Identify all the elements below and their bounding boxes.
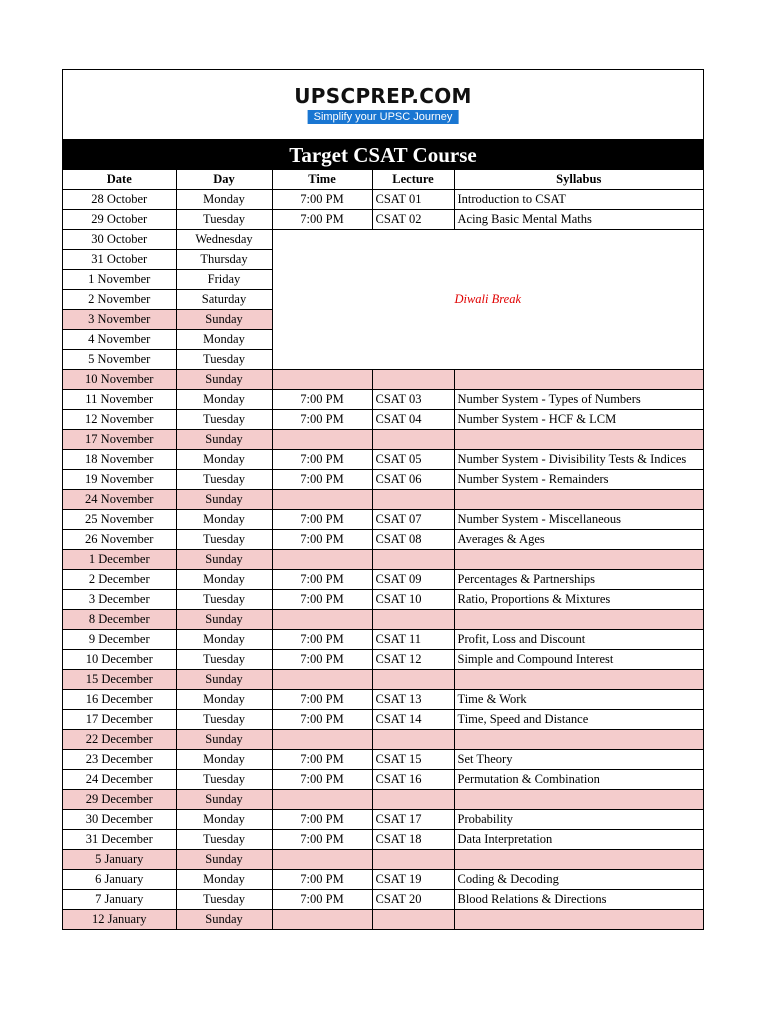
cell-date: 12 January	[63, 910, 176, 930]
cell-lecture: CSAT 16	[372, 770, 454, 790]
table-row	[63, 810, 703, 830]
cell-time: 7:00 PM	[272, 510, 372, 530]
cell-time	[272, 910, 372, 930]
cell-syllabus	[454, 610, 703, 630]
cell-date: 24 November	[63, 490, 176, 510]
cell-day: Monday	[176, 330, 272, 350]
cell-time: 7:00 PM	[272, 570, 372, 590]
cell-day: Monday	[176, 390, 272, 410]
cell-syllabus: Time & Work	[454, 690, 703, 710]
cell-date: 8 December	[63, 610, 176, 630]
cell-syllabus	[454, 910, 703, 930]
cell-day: Sunday	[176, 430, 272, 450]
cell-time: 7:00 PM	[272, 710, 372, 730]
cell-syllabus	[454, 490, 703, 510]
cell-time: 7:00 PM	[272, 810, 372, 830]
cell-lecture: CSAT 11	[372, 630, 454, 650]
cell-syllabus	[454, 850, 703, 870]
table-row	[63, 630, 703, 650]
table-row	[63, 510, 703, 530]
cell-day: Monday	[176, 810, 272, 830]
cell-date: 3 December	[63, 590, 176, 610]
cell-syllabus: Number System - Divisibility Tests & Indices	[454, 450, 703, 470]
cell-date: 18 November	[63, 450, 176, 470]
cell-date: 26 November	[63, 530, 176, 550]
schedule-sheet	[62, 69, 704, 930]
cell-lecture	[372, 850, 454, 870]
cell-lecture	[372, 730, 454, 750]
table-row	[63, 730, 703, 750]
cell-day: Tuesday	[176, 830, 272, 850]
cell-lecture: CSAT 06	[372, 470, 454, 490]
brand-header	[63, 70, 703, 140]
cell-date: 12 November	[63, 410, 176, 430]
cell-day: Sunday	[176, 910, 272, 930]
cell-time: 7:00 PM	[272, 590, 372, 610]
cell-syllabus: Probability	[454, 810, 703, 830]
cell-lecture	[372, 490, 454, 510]
cell-day: Tuesday	[176, 470, 272, 490]
cell-date: 16 December	[63, 690, 176, 710]
cell-syllabus	[454, 730, 703, 750]
table-row	[63, 570, 703, 590]
cell-lecture: CSAT 07	[372, 510, 454, 530]
cell-syllabus: Profit, Loss and Discount	[454, 630, 703, 650]
cell-syllabus: Permutation & Combination	[454, 770, 703, 790]
cell-date: 29 October	[63, 210, 176, 230]
cell-syllabus: Introduction to CSAT	[454, 190, 703, 210]
cell-syllabus: Number System - Types of Numbers	[454, 390, 703, 410]
cell-date: 11 November	[63, 390, 176, 410]
schedule-rows	[63, 190, 703, 930]
cell-date: 7 January	[63, 890, 176, 910]
cell-lecture: CSAT 04	[372, 410, 454, 430]
cell-day: Sunday	[176, 850, 272, 870]
cell-time: 7:00 PM	[272, 410, 372, 430]
table-row	[63, 910, 703, 930]
cell-day: Sunday	[176, 790, 272, 810]
cell-lecture	[372, 430, 454, 450]
table-row	[63, 190, 703, 210]
table-row	[63, 650, 703, 670]
cell-day: Tuesday	[176, 350, 272, 370]
cell-lecture: CSAT 01	[372, 190, 454, 210]
cell-date: 2 November	[63, 290, 176, 310]
cell-day: Friday	[176, 270, 272, 290]
cell-time: 7:00 PM	[272, 770, 372, 790]
cell-time	[272, 550, 372, 570]
cell-date: 10 December	[63, 650, 176, 670]
table-row	[63, 670, 703, 690]
cell-date: 10 November	[63, 370, 176, 390]
table-row	[63, 370, 703, 390]
cell-syllabus: Number System - Remainders	[454, 470, 703, 490]
cell-day: Tuesday	[176, 770, 272, 790]
cell-day: Tuesday	[176, 530, 272, 550]
table-row	[63, 530, 703, 550]
cell-date: 1 December	[63, 550, 176, 570]
cell-day: Saturday	[176, 290, 272, 310]
cell-date: 31 December	[63, 830, 176, 850]
cell-lecture: CSAT 12	[372, 650, 454, 670]
cell-day: Monday	[176, 870, 272, 890]
cell-lecture: CSAT 17	[372, 810, 454, 830]
cell-day: Tuesday	[176, 590, 272, 610]
cell-day: Sunday	[176, 370, 272, 390]
cell-date: 5 November	[63, 350, 176, 370]
cell-day: Sunday	[176, 550, 272, 570]
cell-time	[272, 430, 372, 450]
cell-lecture: CSAT 08	[372, 530, 454, 550]
cell-day: Sunday	[176, 730, 272, 750]
column-header-time: Time	[272, 170, 372, 190]
cell-time	[272, 730, 372, 750]
cell-syllabus	[454, 430, 703, 450]
cell-day: Sunday	[176, 310, 272, 330]
cell-date: 23 December	[63, 750, 176, 770]
cell-time: 7:00 PM	[272, 190, 372, 210]
table-row	[63, 770, 703, 790]
cell-lecture: CSAT 03	[372, 390, 454, 410]
cell-time	[272, 370, 372, 390]
cell-day: Tuesday	[176, 410, 272, 430]
cell-syllabus: Coding & Decoding	[454, 870, 703, 890]
table-row	[63, 410, 703, 430]
site-logo[interactable]: UPSCPREP.COM	[294, 84, 472, 108]
cell-syllabus: Percentages & Partnerships	[454, 570, 703, 590]
table-header-row	[63, 170, 703, 190]
cell-lecture: CSAT 05	[372, 450, 454, 470]
cell-day: Sunday	[176, 610, 272, 630]
cell-lecture: CSAT 18	[372, 830, 454, 850]
cell-lecture: CSAT 09	[372, 570, 454, 590]
cell-date: 25 November	[63, 510, 176, 530]
table-row	[63, 490, 703, 510]
cell-syllabus	[454, 550, 703, 570]
cell-day: Monday	[176, 570, 272, 590]
table-row	[63, 610, 703, 630]
cell-time: 7:00 PM	[272, 390, 372, 410]
cell-date: 22 December	[63, 730, 176, 750]
cell-date: 31 October	[63, 250, 176, 270]
cell-lecture: CSAT 02	[372, 210, 454, 230]
cell-day: Sunday	[176, 670, 272, 690]
diwali-break-cell: Diwali Break	[272, 230, 703, 370]
cell-time: 7:00 PM	[272, 470, 372, 490]
cell-day: Wednesday	[176, 230, 272, 250]
cell-date: 3 November	[63, 310, 176, 330]
cell-date: 17 November	[63, 430, 176, 450]
cell-date: 30 December	[63, 810, 176, 830]
cell-lecture	[372, 550, 454, 570]
cell-day: Monday	[176, 190, 272, 210]
cell-time: 7:00 PM	[272, 690, 372, 710]
cell-syllabus	[454, 370, 703, 390]
cell-date: 6 January	[63, 870, 176, 890]
table-row	[63, 210, 703, 230]
table-row	[63, 830, 703, 850]
cell-date: 15 December	[63, 670, 176, 690]
cell-day: Tuesday	[176, 710, 272, 730]
cell-syllabus: Simple and Compound Interest	[454, 650, 703, 670]
cell-syllabus: Number System - Miscellaneous	[454, 510, 703, 530]
cell-time	[272, 490, 372, 510]
table-row	[63, 850, 703, 870]
cell-time: 7:00 PM	[272, 210, 372, 230]
cell-date: 30 October	[63, 230, 176, 250]
cell-time: 7:00 PM	[272, 630, 372, 650]
cell-syllabus: Blood Relations & Directions	[454, 890, 703, 910]
cell-time: 7:00 PM	[272, 750, 372, 770]
cell-time: 7:00 PM	[272, 530, 372, 550]
cell-lecture: CSAT 15	[372, 750, 454, 770]
cell-lecture	[372, 370, 454, 390]
column-header-day: Day	[176, 170, 272, 190]
cell-time: 7:00 PM	[272, 870, 372, 890]
cell-lecture: CSAT 14	[372, 710, 454, 730]
cell-date: 29 December	[63, 790, 176, 810]
cell-date: 4 November	[63, 330, 176, 350]
cell-syllabus: Number System - HCF & LCM	[454, 410, 703, 430]
cell-syllabus: Acing Basic Mental Maths	[454, 210, 703, 230]
cell-lecture: CSAT 13	[372, 690, 454, 710]
table-row	[63, 710, 703, 730]
cell-date: 28 October	[63, 190, 176, 210]
cell-day: Monday	[176, 630, 272, 650]
cell-date: 5 January	[63, 850, 176, 870]
cell-day: Tuesday	[176, 650, 272, 670]
cell-time	[272, 610, 372, 630]
cell-lecture	[372, 790, 454, 810]
table-row	[63, 430, 703, 450]
column-header-date: Date	[63, 170, 176, 190]
cell-syllabus: Averages & Ages	[454, 530, 703, 550]
cell-syllabus	[454, 790, 703, 810]
table-row	[63, 550, 703, 570]
site-tagline: Simplify your UPSC Journey	[308, 110, 459, 124]
cell-date: 19 November	[63, 470, 176, 490]
table-row	[63, 590, 703, 610]
page-title: Target CSAT Course	[63, 140, 703, 170]
cell-day: Thursday	[176, 250, 272, 270]
table-row	[63, 750, 703, 770]
cell-day: Monday	[176, 510, 272, 530]
cell-syllabus: Ratio, Proportions & Mixtures	[454, 590, 703, 610]
cell-lecture: CSAT 19	[372, 870, 454, 890]
cell-syllabus: Time, Speed and Distance	[454, 710, 703, 730]
cell-day: Monday	[176, 690, 272, 710]
schedule-table	[63, 170, 703, 929]
table-row	[63, 450, 703, 470]
cell-day: Tuesday	[176, 890, 272, 910]
cell-lecture	[372, 670, 454, 690]
table-row	[63, 230, 703, 250]
cell-date: 24 December	[63, 770, 176, 790]
table-row	[63, 890, 703, 910]
cell-time	[272, 850, 372, 870]
table-row	[63, 870, 703, 890]
table-row	[63, 470, 703, 490]
cell-time: 7:00 PM	[272, 450, 372, 470]
cell-syllabus: Data Interpretation	[454, 830, 703, 850]
cell-date: 17 December	[63, 710, 176, 730]
cell-syllabus: Set Theory	[454, 750, 703, 770]
table-row	[63, 390, 703, 410]
cell-day: Tuesday	[176, 210, 272, 230]
cell-lecture	[372, 610, 454, 630]
cell-lecture	[372, 910, 454, 930]
cell-day: Monday	[176, 450, 272, 470]
cell-lecture: CSAT 10	[372, 590, 454, 610]
cell-time: 7:00 PM	[272, 890, 372, 910]
table-row	[63, 790, 703, 810]
cell-time	[272, 790, 372, 810]
table-row	[63, 690, 703, 710]
column-header-syllabus: Syllabus	[454, 170, 703, 190]
cell-lecture: CSAT 20	[372, 890, 454, 910]
cell-day: Monday	[176, 750, 272, 770]
cell-time: 7:00 PM	[272, 830, 372, 850]
cell-date: 2 December	[63, 570, 176, 590]
cell-time	[272, 670, 372, 690]
cell-time: 7:00 PM	[272, 650, 372, 670]
cell-date: 1 November	[63, 270, 176, 290]
cell-date: 9 December	[63, 630, 176, 650]
cell-day: Sunday	[176, 490, 272, 510]
cell-syllabus	[454, 670, 703, 690]
column-header-lecture: Lecture	[372, 170, 454, 190]
